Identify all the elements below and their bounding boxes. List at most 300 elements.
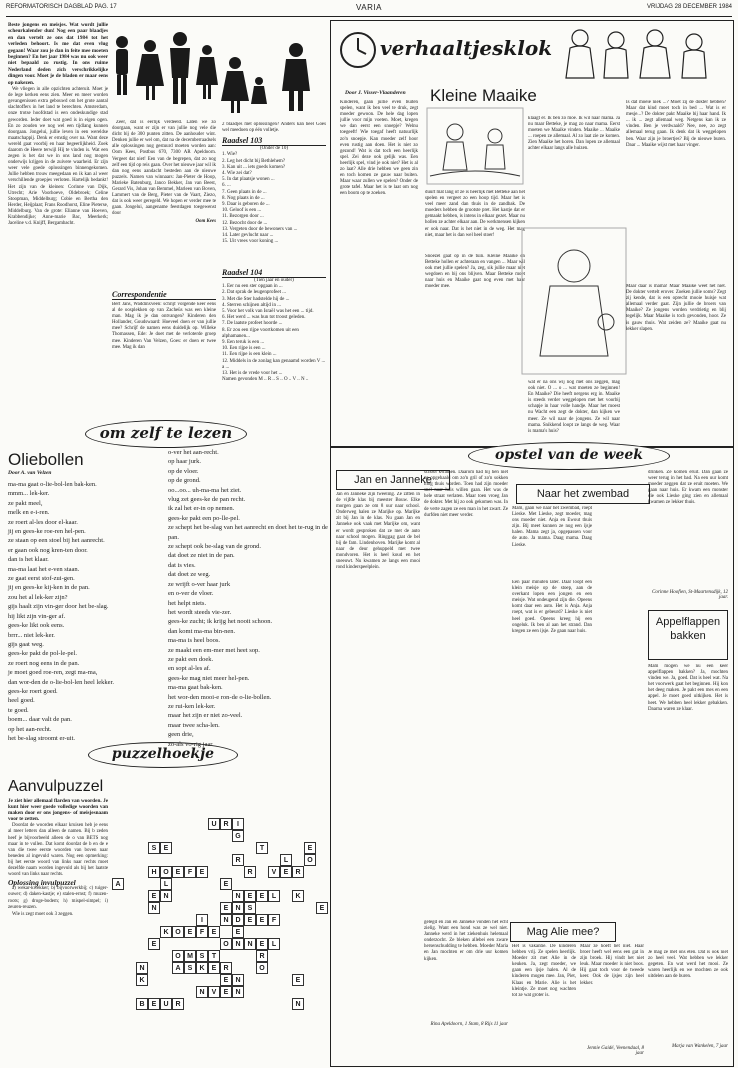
oliebollen-line: dat doet ze weg. [168, 571, 211, 579]
puzzle-cell [316, 914, 328, 926]
puzzle-cell[interactable]: S [148, 842, 160, 854]
jan-sign: Rina Apeldoorn, 1 Stam, 8 Rijs 11 jaar [430, 1022, 508, 1027]
raadsel-103-item: 11. Bezorgen door ... [222, 214, 264, 220]
puzzle-cell [232, 866, 244, 878]
puzzle-cell [304, 962, 316, 974]
puzzle-cell[interactable]: N [292, 998, 304, 1010]
puzzle-cell[interactable]: E [148, 890, 160, 902]
jan-col-a: Jan en Janneke zijn tweeling. Ze zitten in de vijfde klas bij meester Bouw. Elke morgen gaan ze om 8 uur naar school. Onderweg halen ze Marijke op. Marijke zit bij Jan in de klas. Nu gaan Jan en Janneke ook vaak met Marijke om, want er wordt gesproken dat ze met de auto naar school mogen. Ringgag gaat de bel bij de fam. Lindenhoven. Marijke komt al naar de deur gehuppeld met twee mondvoren. Het is heel koud en het sneeuwt. Nu kwamen ze langs een mooi rond kinderspeelplein. [336, 492, 420, 571]
puzzle-cell[interactable]: D [232, 914, 244, 926]
raadsel-104-item: 6. Het werd ... was hun tot troost geleden. [222, 315, 306, 321]
puzzle-cell [208, 974, 220, 986]
puzzle-cell [316, 818, 328, 830]
puzzle-cell[interactable]: O [220, 938, 232, 950]
puzzle-cell [112, 902, 124, 914]
puzzle-cell [220, 890, 232, 902]
puzzle-cell[interactable]: E [256, 890, 268, 902]
puzzle-cell [196, 818, 208, 830]
puzzle-cell [208, 914, 220, 926]
puzzle-cell[interactable]: F [268, 914, 280, 926]
puzzle-cell[interactable]: E [160, 842, 172, 854]
children-silhouette-image [110, 30, 220, 110]
puzzle-cell [304, 986, 316, 998]
oliebollen-line: o-ver het aan-recht. [168, 449, 219, 456]
raadsel-104-item: 5. Voor het volk van Israël was het een ... tijd. [222, 309, 314, 315]
puzzle-cell [220, 866, 232, 878]
puzzle-cell[interactable]: E [304, 842, 316, 854]
puzzle-cell [124, 890, 136, 902]
puzzle-cell [256, 878, 268, 890]
oliebollen-line: ik zal het er-in op nemen. [168, 505, 235, 513]
raadsel-103-item: 1. Wie? [222, 152, 238, 158]
puzzle-cell [292, 878, 304, 890]
raadsel-104-item: 1. Eer nu een ster opgaan in ... [222, 284, 283, 290]
story-col-b: duurt mat lang of ze is heerlijk met Betteke aan het spelen en vergeet zo een hoop tijd. Maar het is veel meer zand dan thuis in de zandbak. De moeders hebben de grootste pret. Het kastje dat er gemaakt hebben, is intens in elkaar gezet. Maar nu hollen ze achter elkaar aan. De werkmensen kijken er ook naar. Dat is het niet in de weg. Het mag niet, maar het is dan wel heel stoer! [425, 190, 525, 238]
oliebollen-col-2 [168, 448, 328, 749]
oliebollen-line: gees-ke mag niet meer hel-pen. [168, 674, 250, 682]
oliebollen-line: ma-ma gaat o-lie-bol-len bak-ken. [8, 481, 97, 488]
puzzle-cell[interactable]: N [160, 890, 172, 902]
correspondentie-body: Bert Jans, Waddinxveen: schrijf volgende keer eens al de oosplekken op van Zacheüs was een kleine man. Mag ik je dan ontvangen? Kinderen den Hollander, Goudswaard: Hoeveel doen er van jullie mee? Schrijf de namen eens duidelijk op. Willeke Thomassen, Ede: Je doet met de verloterde groep mee. Kinderen Van Velzen, Goes: er doen er twee mee. Mag ik dan [112, 302, 216, 350]
puzzle-cell [124, 902, 136, 914]
puzzle-cell[interactable]: E [184, 926, 196, 938]
puzzle-cell [280, 962, 292, 974]
puzzle-cell [124, 878, 136, 890]
oliebollen-line: gees-ke zucht; ik krijg het nooit schoon. [168, 618, 273, 626]
zwembad-col-a: Mam, gaan we naar het zwembad, roept Lieske. Met Lieske, zegt moeder, mag ons moeder niet. Anja en Ewout thuis zijn. Bij meet kunnen ze nog een ijsje halen. Mama zegt ja, opgepassen voor de auto. Ja mama. Daag mama. Daag Lieske. [512, 506, 592, 548]
puzzle-cell [280, 950, 292, 962]
story-col-d: klaagt er. Ik ben zo moe. Ik wil naar mama. Ja nu maar Betteke, je mag zo naar mama. Eerst moeten we Maaike vinden. Maaike ... Maaike ... roepen ze allemaal. Al zo laat zie ze komen. Zien Maaike het horen. Dan lopen ze allemaal achter elkaar langs alle huizen. [528, 116, 620, 152]
oliebollen-line: gees-ke pakt een po-lle-pel. [168, 514, 240, 522]
puzzle-cell [112, 830, 124, 842]
puzzle-cell [244, 830, 256, 842]
story-col-c: Snoezel gaat op in de tuin. Kleine Maaike en Betteke hollen er achteraan en vangen ... Maar wil ook met jullie spelen? Ja, zeg, sik jullie maar niet wegdoen en bij ons blijven. Maar Betteke moet naar huis en Maaike gaat nog even met haar moeder mee. [425, 254, 525, 290]
puzzle-cell [172, 938, 184, 950]
puzzle-cell[interactable]: T [256, 842, 268, 854]
puzzle-cell[interactable]: E [256, 914, 268, 926]
oliebollen-line: dat is vies. [168, 561, 196, 569]
story-col-a: Kinderen, gaan jullie even buiten spelen, want ik ben veel te druk, zegt moeder gewoon. De hele dag lopen jullie voor mijn voeten. Moet, kregen we dan eerst een snoepje? Welnu toegeeft! Wie toegaf heeft natuurlijk zo'n snoepje. Kan moeder zelf hoor even rustig aan doen. Het is niet zo gezond! Wat is dat toch een heerlijk spel. Zei deze ook gelijk was. Een heerlijk spel, vind je ook niet? Het is al zo laat? Alle drie hebben we geen zin en toch komen ze gauw naar buiten. Maar waar zullen we spelen? Onder de grote tafel. Maar het is te laat om nog een boom op te zoeken. [340, 100, 418, 197]
puzzle-cell [292, 962, 304, 974]
puzzle-cell [292, 914, 304, 926]
puzzle-cell[interactable]: K [160, 926, 172, 938]
raadsel-104 [222, 268, 326, 383]
puzzle-cell [172, 818, 184, 830]
puzzle-cell [208, 998, 220, 1010]
puzzle-cell [124, 818, 136, 830]
puzzle-cell[interactable]: S [244, 902, 256, 914]
puzzle-cell [244, 974, 256, 986]
raadsel-104-item: 13. Het is de vrede voor het ... [222, 371, 283, 377]
puzzle-cell [316, 986, 328, 998]
puzzle-cell [196, 842, 208, 854]
puzzle-cell[interactable]: O [304, 854, 316, 866]
puzzle-cell[interactable]: U [160, 998, 172, 1010]
puzzle-cell [112, 986, 124, 998]
puzzle-cell[interactable]: A [112, 878, 124, 890]
puzzle-cell [232, 878, 244, 890]
raadsel-103-title: Raadsel 103 [222, 136, 326, 146]
puzzle-cell [316, 878, 328, 890]
puzzle-cell [304, 878, 316, 890]
puzzle-cell[interactable]: V [268, 866, 280, 878]
oliebollen-line: ze maakt een em-mer met heet sop. [168, 646, 260, 654]
oliebollen-line: ze schept ook be-slag van de grond. [168, 543, 261, 551]
oliebollen-line: dat doet ze niet in de pan. [168, 552, 235, 560]
oliebollen-line: ze schept het be-slag van het aanrecht en doet het te-rug in de pan. [168, 524, 328, 541]
puzzle-cell [184, 890, 196, 902]
raadsel-103-item: 15. Uit vrees voor koning ... [222, 239, 279, 245]
puzzle-cell [256, 974, 268, 986]
puzzle-cell [184, 986, 196, 998]
puzzle-cell [316, 866, 328, 878]
oliebollen-line: maar het zijn er niet zo-veel. [168, 712, 243, 720]
puzzle-cell[interactable]: K [292, 890, 304, 902]
raadsel-103 [222, 122, 326, 245]
puzzle-cell[interactable]: M [184, 950, 196, 962]
puzzle-cell[interactable]: L [280, 854, 292, 866]
puzzle-cell [208, 842, 220, 854]
puzzle-cell[interactable]: N [232, 974, 244, 986]
zwembad-sign: Corinne Hoofien, St-Maartensdijk, 12 jaar. [652, 590, 728, 600]
puzzle-cell [232, 842, 244, 854]
raadsel-104-item: 7. De laatste profeet hoorde ... [222, 321, 283, 327]
puzzle-cell[interactable]: R [292, 866, 304, 878]
puzzle-cell [184, 878, 196, 890]
puzzle-cell [196, 830, 208, 842]
puzzle-cell[interactable]: L [268, 938, 280, 950]
raadsel-104-item: 8. Er zou een rijpe voortkomen uit een alphamanen... [222, 327, 299, 339]
puzzle-cell [232, 998, 244, 1010]
puzzle-cell [136, 854, 148, 866]
puzzle-cell[interactable]: R [232, 854, 244, 866]
raadsel-103-item: 5. In dat plaatsje wonen ... [222, 177, 275, 183]
puzzle-cell [184, 830, 196, 842]
puzzle-cell [148, 914, 160, 926]
puzzle-cell [148, 926, 160, 938]
puzzle-cell [268, 902, 280, 914]
puzzle-cell [160, 830, 172, 842]
puzzle-cell[interactable]: N [220, 914, 232, 926]
zelflezen-banner: om zelf te lezen [85, 420, 247, 448]
puzzle-cell [196, 902, 208, 914]
puzzle-cell [160, 914, 172, 926]
puzzle-cell [280, 842, 292, 854]
puzzle-cell [160, 938, 172, 950]
puzzle-cell[interactable]: E [292, 974, 304, 986]
puzzle-cell[interactable]: G [232, 830, 244, 842]
puzzle-cell[interactable]: S [184, 962, 196, 974]
puzzle-cell[interactable]: L [268, 890, 280, 902]
oliebollen-line: op de grond. [168, 477, 201, 485]
puzzle-cell [244, 878, 256, 890]
header-center: VARIA [356, 3, 382, 12]
puzzle-cell [316, 842, 328, 854]
oliebollen-line: gees-ke likt ook eens. [8, 622, 65, 630]
puzzle-cell[interactable]: K [196, 962, 208, 974]
puzzle-cell [112, 842, 124, 854]
puzzle-cell [196, 998, 208, 1010]
puzzle-cell [280, 818, 292, 830]
puzzle-cell [256, 854, 268, 866]
puzzle-cell [136, 878, 148, 890]
oliebollen-line: het helpt niets. [168, 599, 207, 607]
puzzle-cell[interactable]: N [232, 902, 244, 914]
oliebollen-line: het be-slag stroomt er-uit. [8, 734, 76, 742]
oliebollen-line: en sopt al-les af. [168, 665, 211, 673]
puzzle-cell [184, 854, 196, 866]
puzzle-cell [256, 902, 268, 914]
puzzle-cell [304, 890, 316, 902]
puzzle-cell[interactable]: E [244, 914, 256, 926]
oliebollen-line: maar twee scha-len. [168, 721, 220, 729]
oliebollen-line: op het aan-recht. [8, 725, 52, 733]
puzzelhoekje-banner: puzzelhoekje [88, 742, 238, 768]
puzzle-cell[interactable]: E [220, 878, 232, 890]
puzzle-cell[interactable]: F [184, 866, 196, 878]
puzzle-cell [268, 986, 280, 998]
oliebollen-line: ma-ma gaat bak-ken. [168, 684, 223, 692]
children-drawing-image [560, 24, 728, 84]
puzzle-cell[interactable]: A [172, 962, 184, 974]
puzzle-cell[interactable]: N [196, 986, 208, 998]
puzzle-cell[interactable]: E [220, 986, 232, 998]
puzzle-cell[interactable]: O [172, 950, 184, 962]
puzzle-cell [292, 842, 304, 854]
puzzle-cell [292, 830, 304, 842]
verhaaltjesklok-author: Door J. Visser-Vlaanderen [345, 90, 406, 96]
puzzle-cell[interactable]: E [208, 962, 220, 974]
raadsel-103-item: 10. Geloof is een ... [222, 208, 262, 214]
puzzle-cell [232, 950, 244, 962]
puzzle-cell[interactable]: E [148, 998, 160, 1010]
puzzle-cell[interactable]: N [136, 962, 148, 974]
story-col-f: wat er na ons wij nog met ons zeggen, mag ook niet. O ... o ... wat moeten ze beginnen! En Maaike? Die heeft nergens erg in. Maaike is steeds verder weggelopen met het voorbij schapje in haar volle handje. Maar het moest nu Wacht een zegt de dokter, dan kijken we meer. Ze wil naar de jongens. Ze wil naar mama. Snikkend loopt ze langs de weg. Waar is mama's huis? [528, 380, 620, 434]
puzzle-cell [292, 854, 304, 866]
puzzle-cell [148, 878, 160, 890]
puzzle-cell [280, 890, 292, 902]
oliebollen-line: ze pakt meel, [8, 499, 43, 507]
puzzle-cell [292, 818, 304, 830]
puzzle-cell[interactable]: I [196, 914, 208, 926]
raadsel-104-item: 12. Middels in de zonlag kan genaamd worden V ... a ... [222, 358, 326, 370]
puzzle-cell [160, 818, 172, 830]
puzzel-wie: Wie is zegt moet ook 3 zeggen. [12, 911, 74, 917]
puzzle-cell [124, 962, 136, 974]
oliebollen-line: mmm... lek-ker. [8, 490, 50, 498]
puzzle-cell[interactable]: O [160, 866, 172, 878]
puzzle-cell [124, 830, 136, 842]
oliebollen-line: jij en gees-ke roe-ren hel-pen. [8, 528, 86, 536]
puzzle-cell [292, 926, 304, 938]
puzzel-lead: Je ziet hier allemaal flarden van woorden. Je kunt hier weer goede volledige woorden van maken door er ons jongens- of meisjesnaam voor te zetten. [8, 798, 108, 823]
puzzle-cell [148, 986, 160, 998]
mag-sign: Jennie Gaidé, Veenendaal, 8 jaar [586, 1046, 644, 1056]
puzzle-cell[interactable]: R [244, 866, 256, 878]
puzzle-cell [124, 866, 136, 878]
oliebollen-line: gijs haalt zijn vin-ger door het be-slag. [8, 603, 109, 611]
puzzle-cell [220, 854, 232, 866]
puzzle-cell[interactable]: E [196, 866, 208, 878]
puzzle-cell [316, 926, 328, 938]
puzzle-cell [172, 986, 184, 998]
puzzle-cell [304, 818, 316, 830]
oliebollen-line: op haar jurk. [168, 458, 202, 466]
puzzle-cell [268, 962, 280, 974]
puzzle-cell [148, 830, 160, 842]
puzzle-cell [136, 914, 148, 926]
puzzle-cell[interactable]: F [196, 926, 208, 938]
story-illustration-bottom [520, 226, 628, 376]
puzzle-cell [184, 842, 196, 854]
puzzle-cell [112, 998, 124, 1010]
raadsel-104-item: 2. Dat sprak de leugenprofeet ... [222, 290, 287, 296]
puzzle-cell[interactable]: E [316, 902, 328, 914]
raadsel-104-tail: Namen gevonden M .. R .. S .. O .. V .. N .. [222, 377, 309, 383]
puzzle-cell [220, 842, 232, 854]
puzzle-cell [244, 998, 256, 1010]
appel-title: Appelflappen bakken [648, 610, 728, 660]
puzzle-cell [136, 842, 148, 854]
puzzle-cell [112, 914, 124, 926]
puzzle-cell [280, 998, 292, 1010]
puzzle-cell [280, 938, 292, 950]
puzzle-cell[interactable]: H [148, 866, 160, 878]
puzzle-cell [136, 830, 148, 842]
puzzle-cell[interactable]: E [280, 866, 292, 878]
puzzle-cell [124, 842, 136, 854]
puzzle-cell[interactable]: N [148, 902, 160, 914]
puzzel-body: Doordat de woorden elkaar kruisen heb je eens al meer letters dan alleen de namen. Bij b zeden heef je bijvoorbeeld alleen de o van BETS nog maar in te vullen. Dat komt doordat de b en de e van die twee eerste woorden van boven naar beneden al ingevuld waren. Nog een opmerking: bij het eerste woord van links naar rechts moet dezelfde naam worden ingevuld als bij het laatste woord van links naar rechts. [8, 823, 108, 878]
puzzle-cell [280, 926, 292, 938]
oliebollen-line: te goed. [8, 706, 29, 714]
puzzle-cell [268, 974, 280, 986]
intro-col2: Zeer, dat is eerlijk verdeeld. Laten we zo doorgaan, want er zijn er van jullie nog vele die dicht bij de 300 punten zitten. De aanhouder wint. Denken jullie er wel om, dat na de decemberraadsels alle oplossingen nog gestuurd moeten worden aan: Oom Kees, Postbus 670, 7300 AR Apeldoorn. Vergeet dat niet! Een van de begrepen, dat zo nog zelf een tijd op reis gaan. Over het nieuwe jaar wil ik dan nog eens aandacht besteden aan de nieuwe puzzels. Namen van winnaars: Jan-Pieter de Hoop, Marieke Batenburg, Janco Bekker, Jan van Beest, Gerard Vis, Johan van Bemmel, Marleen van Boven, Lammert van de Berg, Pieter van de Vaart, Ziezo, dat is ook weer geregeld. We hopen er verder mee te gaan. Jongelui, aangename feestdagen toegewenst door [112, 120, 216, 217]
oliebollen-line: ze roert al-les door el-kaar. [8, 518, 78, 526]
appel-col-a: Mam mogen we nu een keer appelflappen bakken? Ja, mochten vinden we. Ja, goed. Dat is heel wat. Na het voorwerk gaat het beginnen. Hij kon het deeg maken. Je pakt een mes en een appel. Je moet goed uitkijken. Het is heet. We hebben heel lekker gebakken. Daarna waren ze klaar. [648, 664, 728, 712]
oliebollen-line: ze staan op een stoel bij het aanrecht. [8, 537, 105, 545]
puzzle-cell [208, 938, 220, 950]
puzzle-cell[interactable]: R [172, 998, 184, 1010]
puzzle-cell[interactable]: E [172, 866, 184, 878]
puzzle-cell [268, 998, 280, 1010]
oliebollen-line: je moet goed roe-ren, zegt ma-ma, [8, 669, 98, 677]
oliebollen-line: zo-als vo-rig jaar. [168, 740, 214, 748]
intro-lead: Beste jongens en meisjes. Wat wordt jullie scheurkalender dun! Nog een paar blaadjes en dan vertelt ze ons dat 1984 tot het verleden behoort. Is me dat even vlug gegaan! Waar zou je dan in feite mee moeten beginnen? En het jaar 1984 was nu ook weer niet bepaald zo rustig. In ons ruime Nederland deden zich verschrikkelijke dingen voor. Moet je de bladen er maar eens op nakezen. [8, 22, 108, 86]
puzzle-cell [136, 890, 148, 902]
oliebollen-line: ze roert nog eens in de pan. [8, 659, 80, 667]
puzzle-cell[interactable]: K [136, 974, 148, 986]
puzzle-cell [280, 914, 292, 926]
oliebollen-line: ma-ma laat het e-ven staan. [8, 565, 80, 573]
puzzle-cell [256, 818, 268, 830]
puzzle-cell[interactable]: R [256, 950, 268, 962]
puzzle-cell[interactable]: B [136, 998, 148, 1010]
zwembad-col-c: drinken. Ze komen eruit. Dan gaan ze weer terug in het bad. Na een uur komt moeder zeggen dat ze eruit moeten. We gaan naar huis. Er kwam een monster die ook Lieske ging zien en allemaal kwamen ze lekker thuis. [648, 470, 728, 506]
puzzle-cell [280, 986, 292, 998]
puzzle-cell [304, 974, 316, 986]
puzzle-cell [268, 926, 280, 938]
oliebollen-line: vlug zet gees-ke de pan recht. [168, 496, 246, 504]
puzzle-cell[interactable]: E [148, 938, 160, 950]
puzzle-cell [196, 890, 208, 902]
puzzle-cell [184, 974, 196, 986]
puzzel-text [8, 798, 108, 1068]
oliebollen-line: ze gaat eerst stof-zui-gen. [8, 575, 75, 583]
puzzle-cell [304, 998, 316, 1010]
puzzle-cell[interactable]: E [244, 890, 256, 902]
puzzle-cell [292, 986, 304, 998]
puzzle-cell [172, 974, 184, 986]
oliebollen-line: gees-ke roert goed. [8, 687, 58, 695]
puzzle-cell [124, 998, 136, 1010]
story-title: Kleine Maaike [430, 86, 537, 105]
puzzle-cell[interactable]: E [232, 926, 244, 938]
puzzle-cell[interactable]: N [232, 890, 244, 902]
puzzle-cell[interactable]: T [208, 950, 220, 962]
puzzle-grid[interactable] [112, 818, 328, 1010]
puzzle-cell[interactable]: N [232, 938, 244, 950]
raadsel-103-sub: (Onder de 10) [259, 146, 289, 152]
puzzle-cell[interactable]: R [220, 962, 232, 974]
oliebollen-line: het wor-den mooi-e ron-de o-lie-bollen. [168, 693, 272, 701]
raadsel-103-item: 8. Nog plaats in de ... [222, 195, 265, 201]
puzzle-cell [184, 998, 196, 1010]
puzzle-cell[interactable]: U [208, 818, 220, 830]
puzzle-cell [316, 830, 328, 842]
oliebollen-line: ze rui-ken lek-ker. [168, 702, 216, 710]
puzzle-cell [268, 818, 280, 830]
puzzle-cell [316, 962, 328, 974]
puzzle-cell [136, 926, 148, 938]
puzzle-cell[interactable]: R [220, 818, 232, 830]
puzzle-cell[interactable]: E [220, 902, 232, 914]
oliebollen-line: oo...oo... uh-ma-ma het ziet. [168, 486, 242, 494]
puzzle-cell [244, 818, 256, 830]
puzzle-cell[interactable]: O [256, 962, 268, 974]
verhaaltjesklok-banner: verhaaltjesklok [380, 36, 553, 60]
puzzle-cell[interactable]: N [232, 986, 244, 998]
story-col-e: Is dat moeie niek ...? Moet zij de dokter hebben? Maar dat kind moet toch in bed ... Wat is er mesje...? De dokter pakt Maaike bij haar hand. Ik ... ik ... zegt allemaal weg. Netgens kan ik ze vinden. Ben je verdwaald? Nee, nee, zo zegt allemaal terug gaan. Ik denk dat ik weggelopen ben. Waar zijn je broertjes? Bij de nieuwe buren. Daar ... Maaike wijst met haar vinger. [626, 100, 726, 148]
puzzle-cell [208, 878, 220, 890]
puzzle-cell [304, 866, 316, 878]
raadsel-103-item: 2. Leg het dicht bij Bethlehem? [222, 158, 286, 164]
puzzle-cell[interactable]: E [256, 938, 268, 950]
puzzle-cell [124, 986, 136, 998]
oplossing-title: Oplossing invulpuzzel [8, 878, 76, 888]
puzzle-cell [184, 914, 196, 926]
puzzle-cell [256, 926, 268, 938]
puzzle-cell[interactable]: V [208, 986, 220, 998]
oliebollen-line: zou het al lek-ker zijn? [8, 593, 68, 601]
puzzle-cell [256, 866, 268, 878]
puzzle-cell[interactable]: N [244, 938, 256, 950]
story-col-g: Maar daar is mama! Maar Maaike weet het niet. De dokter vertelt erover. Zoeken jullie soms? Zegt zij kende, dat is een oprecht mooie huisje wat allemaal verder gaat. Zijn jullie de broers van Maaike? Ze jongens worden verdrietig en blij tegelijk. Maar Maaike is toch gevonden, hoor. Ze is gauw thuis. Wat zeiden ze? Maaike gaat nu lekker slapen. [626, 284, 726, 332]
puzzle-cell[interactable]: L [160, 878, 172, 890]
puzzle-cell[interactable]: I [232, 818, 244, 830]
raadsel-103-item: 6. ... [222, 183, 231, 189]
puzzle-cell[interactable]: E [220, 974, 232, 986]
puzzle-cell [112, 866, 124, 878]
puzzle-cell [160, 902, 172, 914]
puzzle-cell [172, 854, 184, 866]
puzzle-cell [220, 926, 232, 938]
raadsel-103-item: 14. Later gevlucht naar ... [222, 233, 274, 239]
puzzle-cell[interactable]: S [196, 950, 208, 962]
puzzle-cell[interactable]: O [172, 926, 184, 938]
puzzle-cell[interactable]: E [208, 926, 220, 938]
puzzle-cell [244, 962, 256, 974]
